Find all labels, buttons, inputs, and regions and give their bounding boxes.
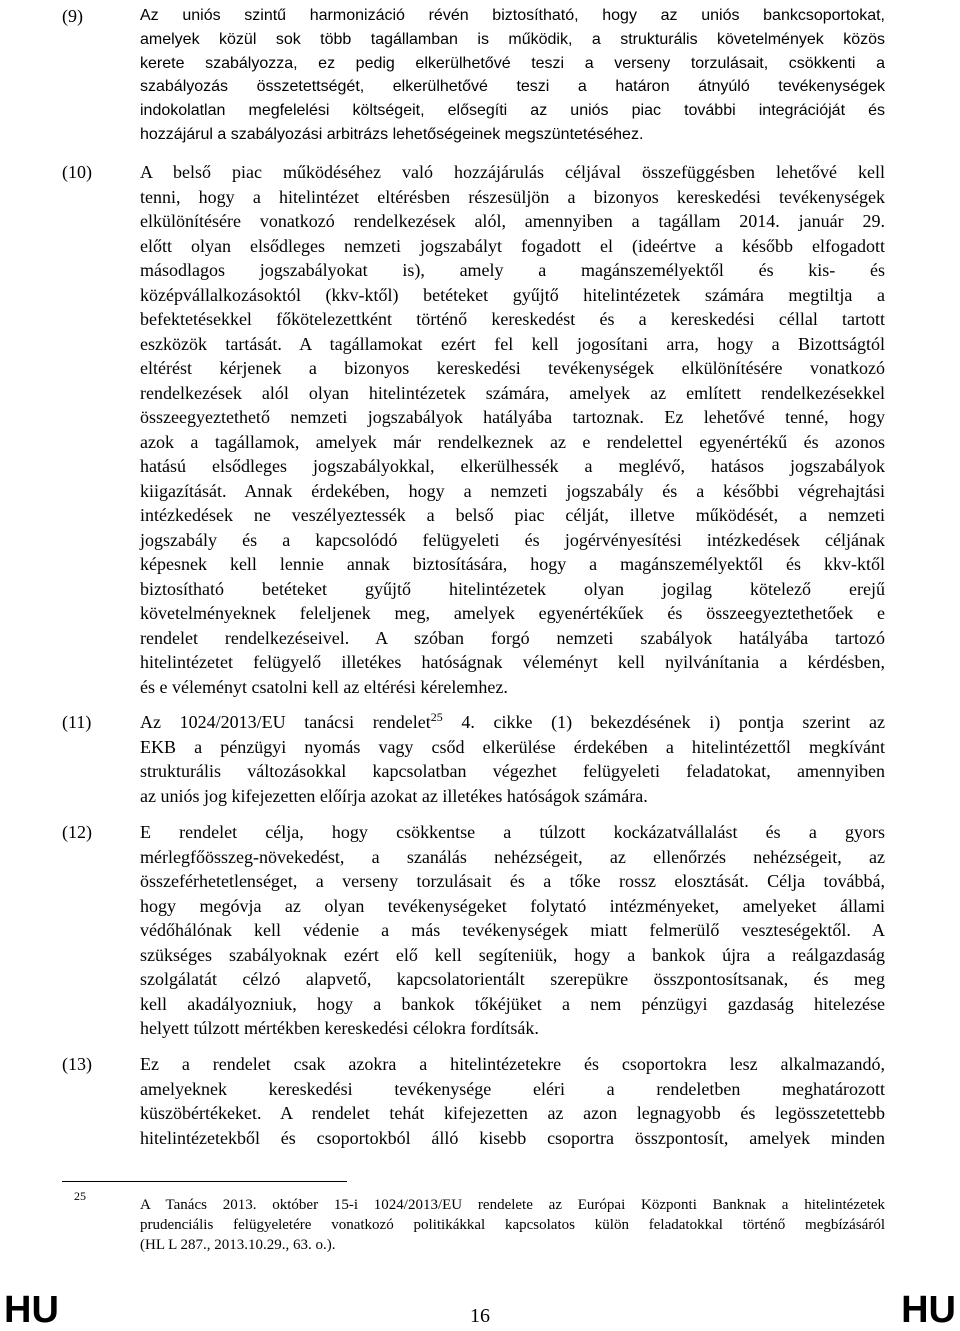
text-line: helyett túlzott mértékben kereskedési célokra fordítsák. — [140, 1018, 539, 1038]
text-line: intézkedések ne veszélyeztessék a belső piac célját, illetve működését, a nemzeti — [140, 505, 885, 525]
text-line: másodlagos jogszabályokat is), amely a magánszemélyektől és kis- és — [140, 260, 885, 280]
text-line: strukturális változásokkal kapcsolatban végezhet felügyeleti feladatokat, amennyiben — [140, 761, 885, 781]
text-line: követelményeknek feleljenek meg, amelyek egyenértékűek és összeegyeztethetőek e — [140, 603, 885, 623]
text-line: E rendelet célja, hogy csökkentse a túlzott kockázatvállalást és a gyors — [140, 822, 885, 842]
text-line: küszöbértékeket. A rendelet tehát kifejezetten az azon legnagyobb és legösszetettebb — [140, 1103, 885, 1123]
text-line: jogszabály és a kapcsolódó felügyeleti és jogérvényesítési intézkedések céljának — [140, 529, 885, 550]
text-line: képesnek kell lennie annak biztosítására, hogy a magánszemélyektől és kkv-ktől — [140, 554, 885, 574]
footnote-line: (HL L 287., 2013.10.29., 63. o.). — [140, 1236, 336, 1253]
paragraph-text — [140, 4, 885, 147]
language-code-right: HU — [901, 1289, 956, 1331]
text-line: amelyek közül sok több tagállamban is működik, a strukturális követelmények közös — [140, 30, 885, 48]
text-line: és e véleményt csatolni kell az eltérési kérelemhez. — [140, 676, 508, 697]
text-line: védőhálónak kell védenie a más tevékenységek miatt felmerülő veszteségektől. A — [140, 920, 885, 940]
text-line: összeférhetetlenséget, a verseny torzulásait és a tőke rossz elosztását. Célja továbbá, — [140, 871, 885, 891]
footnote-number: 25 — [74, 1189, 86, 1203]
text-line: Ez a rendelet csak azokra a hitelintézetekre és csoportokra lesz alkalmazandó, — [140, 1054, 885, 1074]
text-line: mérlegfőösszeg-növekedést, a szanálás nehézségeit, az ellenőrzés nehézségeit, az — [140, 846, 885, 867]
page-number: 16 — [470, 1305, 490, 1327]
text-line: összeegyeztethető nemzeti jogszabályok hatályába tartoznak. Ez lehetővé tenné, hogy — [140, 407, 885, 427]
text-line: azok a tagállamok, amelyek már rendelkeznek az e rendelettel egyenértékű és azonos — [140, 431, 885, 452]
paragraph-number: (13) — [62, 1054, 92, 1074]
text-line: elkülönítésére vonatkozó rendelkezések alól, amennyiben a tagállam 2014. január 29. — [140, 211, 885, 231]
text-line: szabályozás összetettségét, elkerülhetővé teszi a határon átnyúló tevékenységek — [140, 78, 885, 96]
text-line: előtt olyan elsődleges nemzeti jogszabályt fogadott el (ideértve a később elfogadott — [140, 235, 885, 256]
paragraph-text — [140, 820, 885, 1041]
text-line — [140, 710, 885, 735]
paragraph-number: (11) — [62, 712, 92, 732]
text-line: hozzájárul a szabályozási arbitrázs lehetőségeinek megszüntetéséhez. — [140, 125, 644, 143]
text-fragment: Az 1024/2013/EU tanácsi rendelet — [140, 712, 431, 732]
text-line: befektetésekkel főkötelezettként történő kereskedést és a kereskedési céllal tartott — [140, 309, 885, 329]
text-line: hogy megóvja az olyan tevékenységeket folytató intézményeket, amelyeket állami — [140, 895, 885, 916]
footnote-line: prudenciális felügyeletére vonatkozó politikákkal kapcsolatos külön feladatokkal történő megbízásáról — [140, 1216, 885, 1233]
footnote-separator — [62, 1181, 347, 1182]
paragraph-number: (9) — [62, 6, 83, 26]
text-line: hitelintézetet felügyelő illetékes hatóságnak véleményt kell nyilvánítania a kérdésben, — [140, 652, 885, 672]
paragraph-text — [140, 1052, 885, 1150]
text-line: kell akadályozniuk, hogy a bankok tőkéjüket a nem pénzügyi gazdaság hitelezése — [140, 993, 885, 1014]
text-fragment: 4. cikke (1) bekezdésének i) pontja szerint az — [442, 712, 885, 732]
text-line: eszközök tartását. A tagállamokat ezért fel kell jogosítani arra, hogy a Bizottságtól — [140, 333, 885, 354]
text-line: az uniós jog kifejezetten előírja azokat az illetékes hatóságok számára. — [140, 785, 648, 806]
paragraph-text — [140, 160, 885, 699]
text-line: szolgálatát célzó alapvető, kapcsolatorientált szerepükre összpontosítsanak, és meg — [140, 969, 885, 989]
text-line: kerete szabályozza, ez pedig elkerülhetővé teszi a verseny torzulásait, csökkenti a — [140, 54, 885, 72]
text-line: kiigazítását. Annak érdekében, hogy a nemzeti jogszabály és a későbbi végrehajtási — [140, 480, 885, 501]
text-line: EKB a pénzügyi nyomás vagy csőd elkerülése érdekében a hitelintézettől megkívánt — [140, 736, 885, 757]
text-line: tenni, hogy a hitelintézet eltérésben részesüljön a bizonyos kereskedési tevékenységek — [140, 186, 885, 207]
text-line: hatású elsődleges jogszabályokkal, elkerülhessék a meglévő, hatásos jogszabályok — [140, 456, 885, 476]
text-line: biztosítható betéteket gyűjtő hitelintézetek olyan jogilag kötelező erejű — [140, 578, 885, 599]
paragraph-number: (10) — [62, 162, 92, 182]
language-code-left: HU — [4, 1289, 59, 1331]
text-line: hitelintézetekből és csoportokból álló kisebb csoportra összpontosít, amelyek minden — [140, 1127, 885, 1148]
text-line: amelyeknek kereskedési tevékenysége eléri a rendeletben meghatározott — [140, 1078, 885, 1099]
text-line: középvállalkozásoktól (kkv-ktől) betéteket gyűjtő hitelintézetek számára megtiltja a — [140, 284, 885, 305]
text-line: A belső piac működéséhez való hozzájárulás céljával összefüggésben lehetővé kell — [140, 162, 885, 182]
footnote-text — [140, 1196, 885, 1255]
text-line: rendelet rendelkezéseivel. A szóban forgó nemzeti szabályok hatályába tartozó — [140, 627, 885, 648]
text-line: eltérést kérjenek a bizonyos kereskedési tevékenységek elkülönítésére vonatkozó — [140, 358, 885, 378]
paragraph-text — [140, 710, 885, 808]
footnote-line: A Tanács 2013. október 15-i 1024/2013/EU rendelete az Európai Központi Banknak a hitelintézetek — [140, 1197, 885, 1213]
text-line: indokolatlan megfelelési költségeit, elősegíti az uniós piac további integrációját és — [140, 102, 885, 120]
text-line: szükséges szabályoknak ezért elő kell segíteniük, hogy a bankok újra a reálgazdaság — [140, 944, 885, 965]
footnote-reference[interactable]: 25 — [430, 710, 443, 724]
text-line: Az uniós szintű harmonizáció révén biztosítható, hogy az uniós bankcsoportokat, — [140, 7, 885, 24]
paragraph-number: (12) — [62, 822, 92, 842]
text-line: rendelkezések alól olyan hitelintézetek számára, amelyek az említett rendelkezésekkel — [140, 382, 885, 403]
